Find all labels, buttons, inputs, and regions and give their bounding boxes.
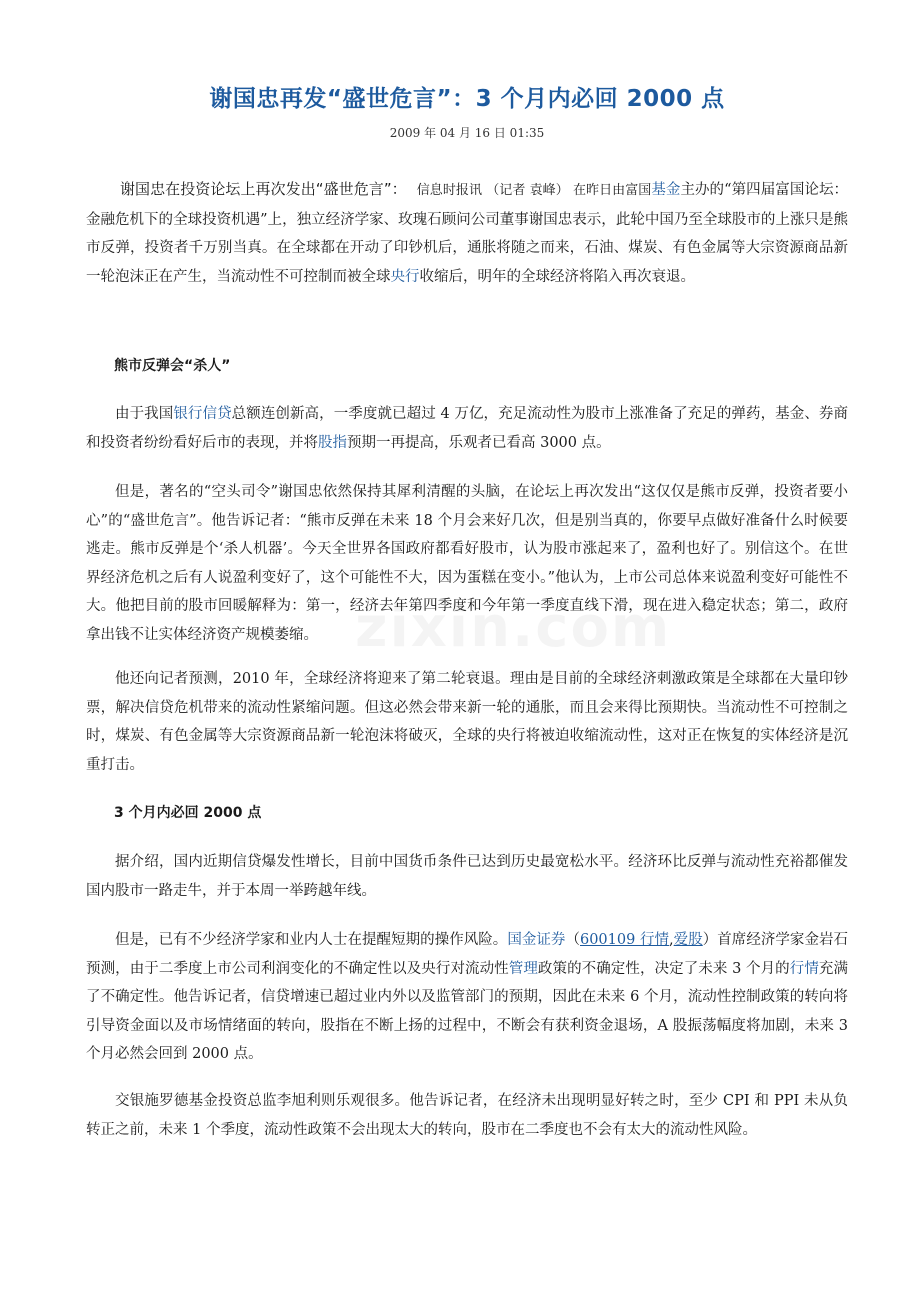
link-bank-credit[interactable]: 银行信贷 (173, 406, 232, 422)
lead-deck: 谢国忠在投资论坛上再次发出“盛世危言”： (120, 180, 407, 198)
watermark (355, 595, 671, 660)
p5-text-1: 但是，已有不少经济学家和业内人士在提醒短期的操作风险。 (115, 932, 508, 948)
link-guojin-securities[interactable]: 国金证券 (507, 932, 566, 948)
link-management[interactable]: 管理 (508, 960, 538, 977)
p6-text: 交银施罗德基金投资总监李旭利则乐观很多。他告诉记者，在经济未出现明显好转之时，至少 CPI 和 PPI 未从负转正之前，未来 1 个季度，流动性政策不会出现太大的转向，股市在二季度也不会有太大的流动性风险。 (86, 1093, 848, 1138)
link-fund[interactable]: 基金 (651, 182, 681, 198)
p1-text-1: 由于我国 (115, 406, 174, 422)
link-central-bank[interactable]: 央行 (390, 268, 420, 285)
link-market-quote[interactable]: 行情 (789, 960, 819, 977)
lead-text-2: 收缩后，明年的全球经济将陷入再次衰退。 (419, 268, 695, 285)
section-heading-1-block (86, 352, 848, 381)
p1-text-2: 总额连创新高，一季度就已超过 4 万亿，充足流动性为股市上涨准备了充足的弹药，基金、券商和投资者纷纷看好后市的表现，并将 (86, 406, 848, 451)
lead-paragraph (86, 175, 848, 291)
link-600109-quote[interactable]: 600109 行情 (579, 932, 670, 948)
p2-text: 但是，著名的“空头司令”谢国忠依然保持其犀利清醒的头脑，在论坛上再次发出“这仅仅是熊市反弹，投资者要小心”的“盛世危言”。他告诉记者：“熊市反弹在未来 18 个月会来好几次，但是别当真的，你要早点做好准备什么时候要逃走。熊市反弹是个‘杀人机器’。今天全世界各国政府都看好股市，认为股市涨起来了，盈利也好了。别信这个。在世界经济危机之后有人说盈利变好了，这个可能性不大，因为蛋糕在变小。”他认为，上市公司总体来说盈利变好可能性不大。他把目前的股市回暖解释为：第一，经济去年第四季度和今年第一季度直线下滑，现在进入稳定状态；第二，政府拿出钱不让实体经济资产规模萎缩。 (86, 484, 848, 643)
p4-text: 据介绍，国内近期信贷爆发性增长，目前中国货币条件已达到历史最宽松水平。经济环比反弹与流动性充裕都催发国内股市一路走牛，并于本周一举跨越年线。 (86, 854, 848, 899)
p5-text-5: 政策的不确定性，决定了未来 3 个月的 (537, 960, 790, 977)
link-aigu[interactable]: 爱股 (673, 932, 703, 948)
paragraph-3 (86, 665, 848, 779)
paragraph-1 (86, 400, 848, 457)
p5-text-3: , (669, 932, 674, 948)
paragraph-6 (86, 1087, 848, 1144)
paragraph-5 (86, 926, 848, 1069)
p1-text-3: 预期一再提高，乐观者已看高 3000 点。 (347, 434, 611, 451)
section-heading-2000-points: 3 个月内必回 2000 点 (114, 805, 262, 821)
lead-byline: 信息时报讯 （记者 袁峰） 在昨日由富国 (416, 183, 652, 198)
publish-date: 2009 年 04 月 16 日 01:35 (389, 126, 545, 140)
lead-text-1: 主办的“第四届富国论坛：金融危机下的全球投资机遇”上，独立经济学家、玫瑰石顾问公司董事谢国忠表示，此轮中国乃至全球股市的上涨只是熊市反弹，投资者千万别当真。在全球都在开动了印钞机后，通胀将随之而来，石油、煤炭、有色金属等大宗资源商品新一轮泡沫正在产生，当流动性不可控制而被全球 (86, 182, 848, 285)
p5-text-2: （ (565, 932, 580, 948)
p5-text-6: 充满了不确定性。他告诉记者，信贷增速已超过业内外以及监管部门的预期，因此在未来 6 个月，流动性控制政策的转向将引导资金面以及市场情绪面的转向，股指在不断上扬的过程中，不断会有获利资金退场，A 股振荡幅度将加剧，未来 3 个月必然会回到 2000 点。 (86, 960, 848, 1062)
paragraph-4 (86, 848, 848, 905)
section-heading-bear-rebound: 熊市反弹会“杀人” (114, 358, 231, 374)
p3-text: 他还向记者预测，2010 年，全球经济将迎来了第二轮衰退。理由是目前的全球经济刺激政策是全球都在大量印钞票，解决信贷危机带来的流动性紧缩问题。但这必然会带来新一轮的通胀，而且会来得比预期快。当流动性不可控制之时，煤炭、有色金属等大宗资源商品新一轮泡沫将破灭，全球的央行将被迫收缩流动性，这对正在恢复的实体经济是沉重打击。 (86, 671, 848, 773)
section-heading-2-block (86, 799, 848, 828)
link-stock-index[interactable]: 股指 (318, 434, 347, 451)
article-title: 谢国忠再发“盛世危言”：3 个月内必回 2000 点 (209, 86, 725, 112)
p5-text-4: ）首席经济学家金岩石预测，由于二季度上市公司利润变化的不确定性以及央行对流动性 (86, 932, 849, 977)
